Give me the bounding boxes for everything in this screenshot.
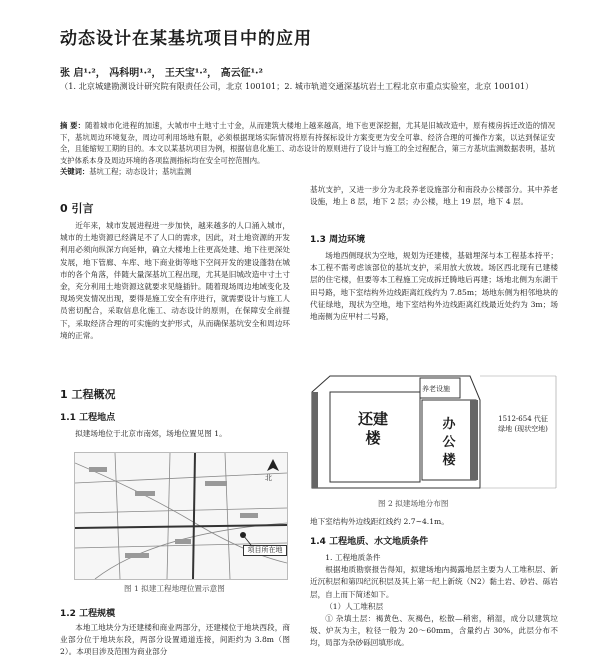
subsection-1-heading: 1. 工程地质条件 [325,553,381,562]
subsection-1-paragraph: 根据地质勘察报告得知，拟建场地内揭露地层主要为人工堆积层、新近沉积层和第四纪沉积层及其上第一纪上新统（N2）黏土岩、砂岩、砾岩层，自上而下简述如下。 [310,565,558,599]
section-1-1-paragraph: 拟建场地位于北京市南郊，场地位置见图 1。 [75,429,227,438]
location-map-drawing [75,453,287,579]
section-1-1-heading: 1.1 工程地点 [60,413,116,423]
figure-1-caption: 图 1 拟建工程地理位置示意图 [124,584,225,593]
author-list: 张 启¹·²， 冯科明¹·²， 王天宝¹·²， 高云征¹·² [60,68,263,79]
affiliation: （1. 北京城建勘测设计研究院有限责任公司，北京 100101；2. 城市轨道交通深基坑岩土工程北京市重点实验室，北京 100101） [60,81,534,91]
section-1-2-heading: 1.2 工程规模 [60,609,116,619]
north-label: 北 [265,474,272,482]
north-arrow-icon [267,459,279,471]
abstract-label: 摘 要： [60,121,86,130]
section-0-body [60,220,290,342]
section-1-2-body [60,622,290,659]
abstract-text: 随着城市化进程的加速，大城市中土地寸土寸金，从而建筑大楼地上越来越高，地下也更深挖掘，尤其是旧城改造中，原有楼房拆迁改造的情况下，基坑周边环境复杂，周边可利用场地有限，必须根据现场实际情况将原有持探标设计方案变更为安全可靠、经济合理的可操作方案，以达到保证安全，且能缩短工期的目的。本文以某基坑项目为例，根据信息化施工、动态设计的原则进行了设计与施工的全过程配合，第三方基坑监测数据表明，基坑支护体系本身及周边环境的各项监测指标均在安全可控范围内。 [60,121,555,165]
after-figure-2-text [310,516,558,528]
section-1-heading: 1 工程概况 [60,388,116,401]
section-1-4-body [310,552,558,650]
nursing-facility-label: 养老设施 [422,385,450,393]
paper-title: 动态设计在某基坑项目中的应用 [60,29,312,49]
west-building-label: 还建楼 [358,410,389,447]
project-location-label: 项目所在地 [243,545,287,556]
section-1-4-heading: 1.4 工程地质、水文地质条件 [310,537,429,547]
site-plan-figure [310,372,558,492]
section-1-3-body [310,250,558,323]
keywords-text: 基坑工程；动态设计；基坑监测 [89,167,192,176]
after-figure-2-paragraph: 地下室结构外边线距红线约 2.7~4.1m。 [310,517,449,526]
intro-paragraph: 基坑支护，又进一步分为北段养老设施部分和南段办公楼部分。其中养老设施，地上 8 层，地下 2 层；办公楼，地上 19 层，地下 4 层。 [310,185,558,207]
section-1-3-heading: 1.3 周边环境 [310,235,366,245]
artificial-fill-heading: （1）人工堆积层 [325,601,384,611]
section-1-3-paragraph: 场地西侧现状为空地，规划为还建楼，基础埋深与本工程基本持平；本工程不需考虑该部位的基坑支护，采用放大放坡。场区西北现有已建楼层的住宅楼，但要等本工程施工完成拆迁腾地后再建；场地北侧为东湖干田号路，地下室结构外边线距离红线约为 7.85m；场地东侧为相邻地块的代征绿地，现状为空地，地下室结构外边线距离红线最近处约为 3m；场地南侧为应甲村二号路， [310,251,558,322]
office-building-label: 办公楼 [442,417,456,468]
abstract-block [60,120,555,178]
section-1-1-body [60,428,290,440]
keywords-label: 关键词： [60,167,90,176]
figure-2-caption: 图 2 拟建场地分布图 [378,499,449,508]
east-green-space-label: 1512-654 代征绿地 (现状空地) [498,415,548,433]
section-0-paragraph: 近年来，城市发展进程进一步加快，越来越多的人口涌入城市，城市的土地资源已经满足不了人口的需求，因此，对土地资源的开发利用必须向纵深方向延伸，确立大楼地上往更高处建、地下往更深处发展，地下管廊、车库、地下商业街等地下空间开发的建设蓬勃在城市的各个角落，伴随大量深基坑工程出现，尤其是旧城改造中寸土寸金，充分利用土地资源这就要求见缝插针。随着现场周边地域变化及现场突发情况出现，要得是施工安全有序进行，就需要设计与施工人员密切配合，采取信息化施工、动态设计的原则，在保障安全前提下，采取经济合理的可实施的支护形式，从而确保基坑安全和周边环境的正常。 [60,221,290,340]
section-1-2-paragraph: 本地工地块分为还建楼和商业两部分，还建楼位于地块西段，商业部分位于地块东段，两部分设置通道连接，间距约为 3.8m（图 2）。本项目涉及范围为商业部分 [60,623,290,657]
right-column-intro [310,184,558,208]
location-map-figure [74,452,288,580]
section-0-heading: 0 引言 [60,202,94,215]
artificial-fill-paragraph: ① 杂填土层：褐黄色、灰褐色，松散—稍密，稍湿，成分以建筑垃圾、炉灰为主，粒径一般为 20～60mm，含量约占 30%，此层分布不均，局部为杂砂砾回填形成。 [310,614,558,648]
